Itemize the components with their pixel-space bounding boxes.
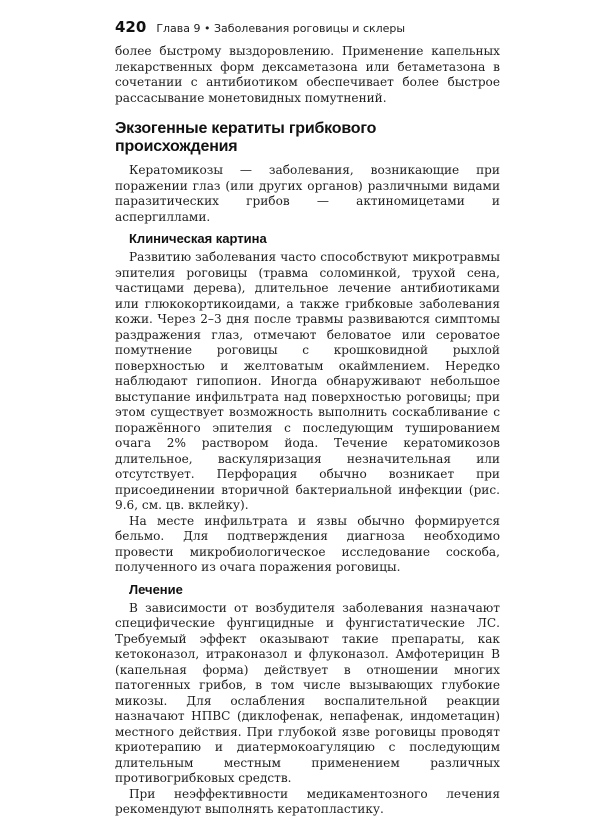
clinical-paragraph-2: На месте инфильтрата и язвы обычно формируется бельмо. Для подтверждения диагноза необходимо провести микробиологическое исследование соскоба, полученного из очага поражения роговицы. [115,513,500,574]
treatment-paragraph-1: В зависимости от возбудителя заболевания назначают специфические фунгицидные и фунгистатические ЛС. Требуемый эффект оказывают такие препараты, как кетоконазол, итраконазол и флуконазол. Амфотерицин В (капельная форма) действует в отношении многих патогенных грибов, в том числе вызывающих глубокие микозы. Для ослабления воспалительной реакции назначают НПВС (диклофенак, непафенак, индометацин) местного действия. При глубокой язве роговицы проводят криотерапию и диатермокоагуляцию с последующим длительным местным применением различных противогрибковых средств. [115,600,500,785]
section-title: Экзогенные кератиты грибкового происхождения [115,120,377,155]
treatment-paragraph-2: При неэффективности медикаментозного лечения рекомендуют выполнять кератопластику. [115,786,500,816]
clinical-heading: Клиническая картина [129,231,267,246]
treatment-heading: Лечение [129,581,183,597]
running-header [115,18,505,36]
intro-paragraph: более быстрому выздоровлению. Применение капельных лекарственных форм дексаметазона или бетаметазона в сочетании с антибиотиком обеспечивает более быстрое рассасывание монетовидных помутнений. [115,44,500,105]
page-body [115,44,500,818]
page-number: 420 [115,18,147,36]
running-title: Глава 9 • Заболевания роговицы и склеры [156,22,406,35]
definition-paragraph: Кератомикозы — заболевания, возникающие при поражении глаз (или других органов) различными видами паразитических грибов — актиномицетами и аспергиллами. [115,163,500,224]
clinical-paragraph-1: Развитию заболевания часто способствуют микротравмы эпителия роговицы (травма соломинкой, трухой сена, частицами дерева), длительное лечение антибиотиками или глюкокортикоидами, а также грибковые заболевания кожи. Через 2–3 дня после травмы развиваются симптомы раздражения глаз, отмечают беловатое или сероватое помутнение роговицы с крошковидной рыхлой поверхностью и желтоватым окаймлением. Нередко наблюдают гипопион. Иногда обнаруживают небольшое выступание инфильтрата над поверхностью роговицы; при этом существует возможность выполнить соскабливание с поражённого эпителия с последующим тушированием очага 2% раствором йода. Течение кератомикозов длительное, васкуляризация незначительная или отсутствует. Перфорация обычно возникает при присоединении вторичной бактериальной инфекции (рис. 9.6, см. цв. вклейку). [115,250,500,512]
